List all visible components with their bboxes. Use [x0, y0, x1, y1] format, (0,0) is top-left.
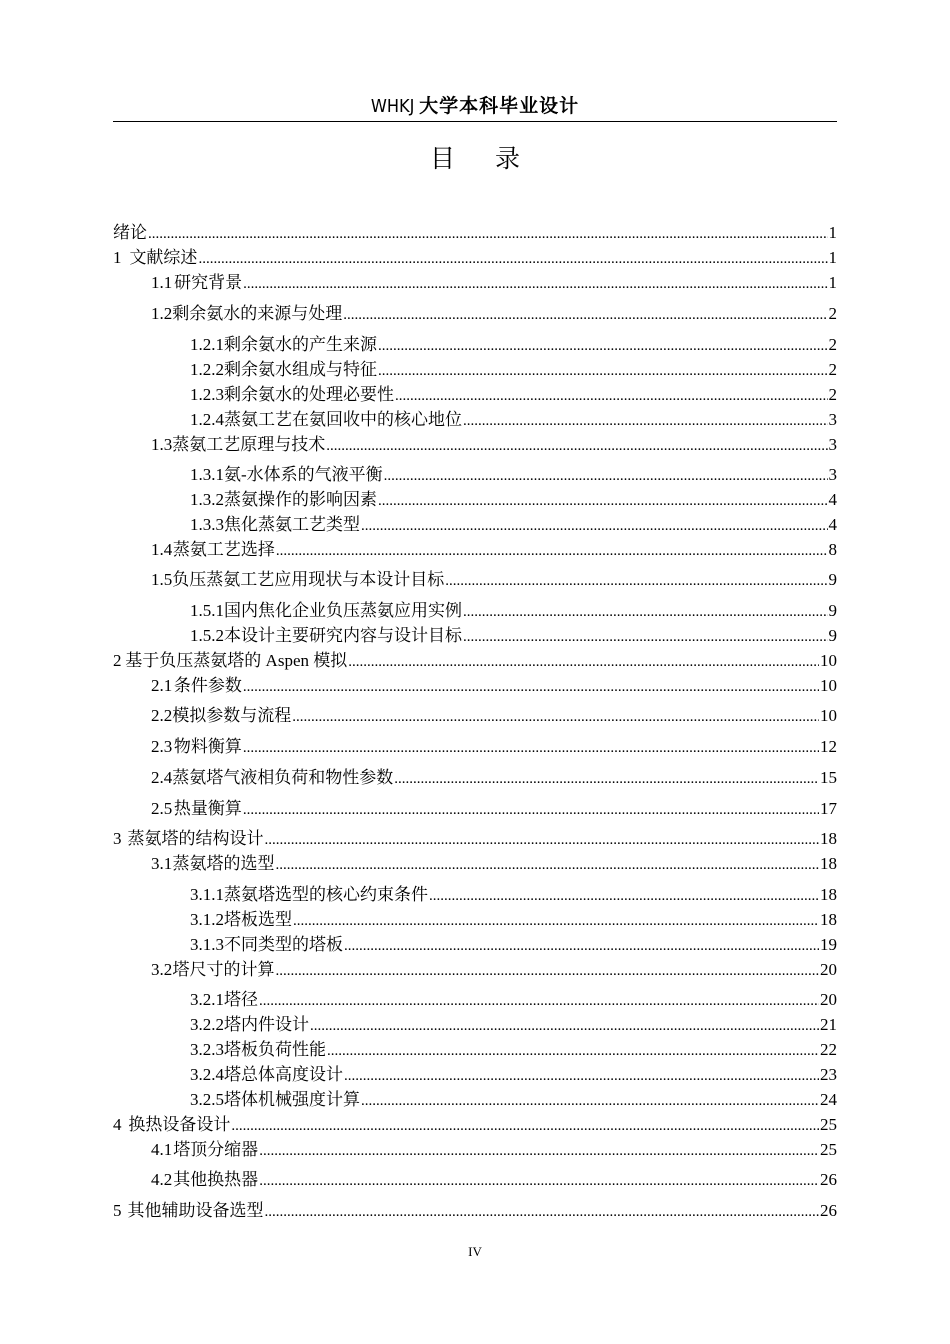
toc-entry-page: 2	[828, 335, 837, 354]
toc-entry-number: 1.5.1	[190, 601, 224, 620]
toc-entry-page: 3	[828, 435, 837, 454]
toc-entry[interactable]	[151, 674, 837, 698]
toc-entry[interactable]	[151, 1168, 837, 1192]
toc-entry-title: 氨-水体系的气液平衡	[224, 465, 383, 484]
toc-entry-page: 23	[820, 1065, 837, 1084]
toc-entry-number: 2.1	[151, 676, 173, 695]
toc-entry-title: 焦化蒸氨工艺类型	[224, 515, 360, 534]
toc-entry-title: 塔尺寸的计算	[172, 960, 275, 979]
toc-entry-title: 不同类型的塔板	[224, 935, 343, 954]
toc-entry-page: 9	[828, 626, 837, 645]
toc-entry-number: 3.2.4	[190, 1065, 224, 1084]
toc-dot-leader	[292, 704, 819, 728]
toc-entry-page: 1	[828, 248, 837, 267]
header-title: 大学本科毕业设计	[419, 96, 580, 117]
toc-dot-leader	[148, 221, 828, 245]
toc-entry-page: 18	[820, 829, 837, 848]
toc-entry-title: 其他换热器	[173, 1170, 259, 1189]
toc-entry[interactable]	[190, 1013, 837, 1037]
toc-entry-page: 9	[828, 570, 837, 589]
toc-entry-number: 4.2	[151, 1170, 173, 1189]
page-header	[113, 93, 837, 121]
toc-entry[interactable]	[151, 271, 837, 295]
toc-entry[interactable]	[190, 988, 837, 1012]
toc-entry-page: 15	[820, 768, 837, 787]
toc-entry-title: 剩余氨水的处理必要性	[224, 385, 394, 404]
toc-dot-leader	[463, 624, 828, 648]
toc-entry-title: 本设计主要研究内容与设计目标	[224, 626, 462, 645]
toc-entry[interactable]	[151, 766, 837, 790]
toc-entry-page: 24	[820, 1090, 837, 1109]
toc-entry-number: 2	[113, 651, 122, 670]
toc-entry-number: 1.2.3	[190, 385, 224, 404]
toc-entry-title: 模拟参数与流程	[172, 706, 292, 725]
toc-entry-number: 3.1	[151, 854, 173, 873]
toc-entry-number: 1.2	[151, 304, 173, 323]
toc-dot-leader	[463, 599, 828, 623]
toc-dot-leader	[276, 958, 819, 982]
toc-entry-number: 3.2.3	[190, 1040, 224, 1059]
toc-entry-number: 3.2.2	[190, 1015, 224, 1034]
toc-entry-number: 1.3	[151, 435, 173, 454]
toc-entry[interactable]	[151, 302, 837, 326]
toc-dot-leader	[243, 674, 819, 698]
toc-entry-page: 18	[820, 885, 837, 904]
toc-dot-leader	[243, 735, 819, 759]
toc-entry-page: 4	[828, 515, 837, 534]
toc-entry-title: 塔内件设计	[224, 1015, 309, 1034]
toc-entry-number: 2.3	[151, 737, 173, 756]
toc-entry-number: 1.5	[151, 570, 173, 589]
toc-dot-leader	[378, 333, 828, 357]
toc-entry-page: 1	[828, 223, 837, 242]
toc-entry-title: 蒸氨工艺原理与技术	[172, 435, 326, 454]
toc-entry[interactable]	[151, 568, 837, 592]
toc-entry[interactable]	[190, 1063, 837, 1087]
toc-entry-title: 塔径	[224, 990, 258, 1009]
toc-dot-leader	[243, 797, 819, 821]
toc-entry-page: 18	[820, 910, 837, 929]
toc-entry-number: 3.2.1	[190, 990, 224, 1009]
toc-dot-leader	[378, 358, 828, 382]
toc-dot-leader	[326, 433, 827, 457]
toc-dot-leader	[276, 852, 819, 876]
toc-entry-page: 10	[820, 651, 837, 670]
toc-entry-title: 塔体机械强度计算	[224, 1090, 360, 1109]
toc-entry-number: 1.2.2	[190, 360, 224, 379]
toc-dot-leader	[395, 383, 828, 407]
toc-entry-title: 塔顶分缩器	[173, 1140, 259, 1159]
toc-entry-title: 蒸氨塔选型的核心约束条件	[224, 885, 428, 904]
toc-entry-title: 剩余氨水组成与特征	[224, 360, 377, 379]
toc-entry[interactable]	[113, 649, 837, 673]
toc-entry-number: 2.2	[151, 706, 173, 725]
toc-entry-title: 剩余氨水的来源与处理	[172, 304, 343, 323]
toc-entry[interactable]	[151, 1138, 837, 1162]
toc-entry[interactable]	[190, 333, 837, 357]
toc-entry-number: 1	[113, 248, 122, 267]
toc-entry-number: 3.1.2	[190, 910, 224, 929]
toc-entry-page: 21	[820, 1015, 837, 1034]
toc-entry[interactable]	[190, 599, 837, 623]
toc-dot-leader	[384, 463, 828, 487]
toc-dot-leader	[378, 488, 828, 512]
toc-entry-page: 12	[820, 737, 837, 756]
toc-dot-leader	[348, 649, 819, 673]
toc-entry-title: 换热设备设计	[128, 1115, 231, 1134]
toc-entry[interactable]	[190, 463, 837, 487]
toc-entry[interactable]	[151, 958, 837, 982]
toc-entry-page: 25	[820, 1140, 837, 1159]
toc-dot-leader	[276, 538, 828, 562]
toc-entry[interactable]	[113, 827, 837, 851]
toc-entry-title: 基于负压蒸氨塔的 Aspen 模拟	[125, 651, 348, 670]
toc-entry-title: 国内焦化企业负压蒸氨应用实例	[224, 601, 462, 620]
toc-entry-number: 1.5.2	[190, 626, 224, 645]
toc-entry-title: 蒸氨塔的结构设计	[127, 829, 264, 848]
toc-entry-number: 1.2.4	[190, 410, 224, 429]
toc-entry[interactable]	[113, 1113, 837, 1137]
toc-entry-number: 3	[113, 829, 122, 848]
toc-dot-leader	[361, 1088, 819, 1112]
toc-entry-title: 其他辅助设备选型	[127, 1201, 264, 1220]
toc-entry-number: 3.1.1	[190, 885, 224, 904]
header-rule	[113, 121, 837, 122]
toc-dot-leader	[198, 246, 827, 270]
toc-entry-page: 2	[828, 360, 837, 379]
toc-entry[interactable]	[113, 1199, 837, 1223]
toc-entry-page: 26	[820, 1170, 837, 1189]
toc-title-char-1: 目	[429, 146, 455, 173]
toc-dot-leader	[310, 1013, 819, 1037]
toc-entry-page: 10	[820, 706, 837, 725]
toc-entry-title: 热量衡算	[173, 799, 242, 818]
toc-entry[interactable]	[190, 358, 837, 382]
toc-dot-leader	[231, 1113, 819, 1137]
toc-entry-title: 塔板选型	[224, 910, 292, 929]
toc-entry-title: 塔板负荷性能	[224, 1040, 326, 1059]
toc-entry-title: 研究背景	[174, 273, 243, 292]
toc-entry[interactable]	[190, 883, 837, 907]
toc-dot-leader	[327, 1038, 819, 1062]
toc-entry-number: 1.4	[151, 540, 173, 559]
toc-entry[interactable]	[151, 704, 837, 728]
toc-entry[interactable]	[190, 1038, 837, 1062]
toc-entry[interactable]	[190, 908, 837, 932]
toc-entry[interactable]	[151, 433, 837, 457]
toc-dot-leader	[343, 302, 827, 326]
toc-dot-leader	[429, 883, 819, 907]
toc-title	[0, 140, 950, 180]
toc-dot-leader	[259, 1138, 819, 1162]
toc-entry-number: 1.1	[151, 273, 173, 292]
toc-dot-leader	[445, 568, 827, 592]
toc-entry-page: 26	[820, 1201, 837, 1220]
toc-entry-title: 蒸氨操作的影响因素	[224, 490, 377, 509]
toc-entry[interactable]	[113, 246, 837, 270]
toc-entry[interactable]	[190, 624, 837, 648]
toc-entry-title: 绪论	[113, 223, 147, 242]
toc-entry-number: 3.2	[151, 960, 173, 979]
toc-entry-page: 3	[828, 410, 837, 429]
toc-entry[interactable]	[190, 383, 837, 407]
toc-entry-number: 4	[113, 1115, 122, 1134]
toc-entry-title: 蒸氨塔的选型	[172, 854, 275, 873]
toc-entry-page: 20	[820, 990, 837, 1009]
toc-entry[interactable]	[190, 933, 837, 957]
toc-entry-page: 17	[820, 799, 837, 818]
toc-entry[interactable]	[151, 538, 837, 562]
toc-entry[interactable]	[151, 735, 837, 759]
toc-entry[interactable]	[190, 513, 837, 537]
toc-entry-page: 19	[820, 935, 837, 954]
toc-entry-page: 1	[828, 273, 837, 292]
toc-entry-number: 1.3.3	[190, 515, 224, 534]
toc-dot-leader	[344, 933, 819, 957]
toc-entry-page: 4	[828, 490, 837, 509]
toc-dot-leader	[259, 1168, 819, 1192]
toc-entry[interactable]	[190, 488, 837, 512]
toc-entry-number: 2.4	[151, 768, 173, 787]
toc-dot-leader	[264, 1199, 819, 1223]
toc-entry-title: 物料衡算	[173, 737, 242, 756]
toc-entry-title: 文献综述	[129, 248, 198, 267]
page-number: IV	[468, 1244, 482, 1259]
toc-entry-number: 5	[113, 1201, 122, 1220]
toc-entry-title: 蒸氨工艺选择	[172, 540, 275, 559]
toc-entry-page: 22	[820, 1040, 837, 1059]
toc-entry-title: 塔总体高度设计	[224, 1065, 343, 1084]
toc-entry-title: 蒸氨工艺在氨回收中的核心地位	[224, 410, 462, 429]
toc-entry-page: 25	[820, 1115, 837, 1134]
toc-entry-page: 18	[820, 854, 837, 873]
toc-entry-number: 2.5	[151, 799, 173, 818]
toc-dot-leader	[463, 408, 828, 432]
toc-entry[interactable]	[190, 1088, 837, 1112]
toc-entry-number: 1.3.2	[190, 490, 224, 509]
toc-entry-title: 负压蒸氨工艺应用现状与本设计目标	[172, 570, 445, 589]
toc-dot-leader	[344, 1063, 819, 1087]
toc-entry-page: 10	[820, 676, 837, 695]
toc-entry[interactable]	[190, 408, 837, 432]
toc-entry-page: 9	[828, 601, 837, 620]
toc-entry-page: 8	[828, 540, 837, 559]
toc-dot-leader	[243, 271, 827, 295]
toc-entry[interactable]	[151, 852, 837, 876]
toc-entry-number: 3.1.3	[190, 935, 224, 954]
toc-dot-leader	[264, 827, 819, 851]
toc-entry-title: 剩余氨水的产生来源	[224, 335, 377, 354]
toc-dot-leader	[293, 908, 819, 932]
toc-title-char-2: 录	[495, 146, 521, 173]
toc-entry-page: 2	[828, 385, 837, 404]
toc-dot-leader	[259, 988, 819, 1012]
toc-entry-title: 蒸氨塔气液相负荷和物性参数	[172, 768, 394, 787]
toc-entry-number: 1.2.1	[190, 335, 224, 354]
toc-entry-number: 3.2.5	[190, 1090, 224, 1109]
toc-entry-title: 条件参数	[173, 676, 242, 695]
toc-entry[interactable]	[151, 797, 837, 821]
toc-dot-leader	[394, 766, 819, 790]
toc-dot-leader	[361, 513, 828, 537]
toc-entry-page: 20	[820, 960, 837, 979]
header-latin: WHKJ	[370, 96, 415, 117]
toc-entry-number: 1.3.1	[190, 465, 224, 484]
toc-entry-page: 3	[828, 465, 837, 484]
toc-entry[interactable]	[113, 221, 837, 245]
toc-entry-page: 2	[828, 304, 837, 323]
toc-entry-number: 4.1	[151, 1140, 173, 1159]
